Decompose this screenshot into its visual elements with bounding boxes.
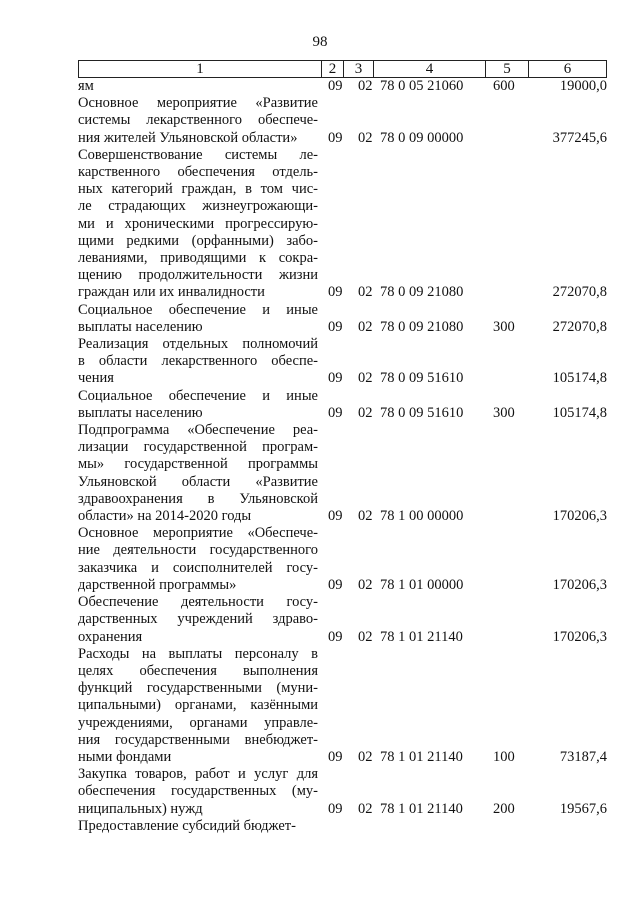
section-code: 09: [328, 404, 343, 421]
description-line: леваниями, приводящими к сокра-: [78, 250, 318, 267]
description-line: ми и хроническими прогрессирую-: [78, 215, 318, 232]
description-line: Подпрограмма «Обеспечение реа-: [78, 422, 318, 439]
row-values: [78, 285, 607, 302]
amount: 105174,8: [552, 370, 607, 387]
description-line: Реализация отдельных полномочий: [78, 336, 318, 353]
target-article-code: 78 1 01 21140: [380, 748, 463, 765]
amount: 377245,6: [552, 129, 607, 146]
subsection-code: 02: [358, 800, 373, 817]
description-line: Социальное обеспечение и иные: [78, 301, 318, 318]
target-article-code: 78 0 09 51610: [380, 404, 464, 421]
header-col-4: 4: [373, 61, 485, 77]
description-line: Основное мероприятие «Развитие: [78, 95, 318, 112]
section-code: 09: [328, 508, 343, 525]
row-values: [78, 319, 607, 336]
row-values: [78, 405, 607, 422]
description-line: щению продолжительности жизни: [78, 267, 318, 284]
row-values: [78, 801, 607, 818]
description-line: заказчика и соисполнителей госу-: [78, 559, 318, 576]
row-values: [78, 508, 607, 525]
section-code: 09: [328, 748, 343, 765]
expense-type-code: 300: [493, 404, 515, 421]
description-line: Расходы на выплаты персоналу в: [78, 645, 318, 662]
table-row: [78, 525, 607, 594]
description-line: ям: [78, 78, 94, 94]
expense-type-code: 100: [493, 748, 515, 765]
description-line: системы лекарственного обеспече-: [78, 112, 318, 129]
description-line: дарственной программы»: [78, 576, 237, 593]
description-line: выплаты населению: [78, 318, 203, 335]
table-row: [78, 818, 607, 835]
amount: 19567,6: [559, 800, 607, 817]
description-line: Основное мероприятие «Обеспече-: [78, 525, 318, 542]
description-line: ных категорий граждан, в том чис-: [78, 181, 318, 198]
row-values: [78, 749, 607, 766]
table-body: [78, 78, 607, 835]
subsection-code: 02: [358, 284, 373, 301]
target-article-code: 78 0 09 51610: [380, 370, 464, 387]
expense-type-code: 600: [493, 78, 515, 94]
section-code: 09: [328, 318, 343, 335]
amount: 170206,3: [552, 508, 607, 525]
description-line: ле страдающих жизнеугрожающи-: [78, 198, 318, 215]
subsection-code: 02: [358, 508, 373, 525]
subsection-code: 02: [358, 318, 373, 335]
table-row: [78, 388, 607, 422]
table-row: [78, 646, 607, 766]
subsection-code: 02: [358, 748, 373, 765]
section-code: 09: [328, 370, 343, 387]
section-code: 09: [328, 628, 343, 645]
row-values: [78, 130, 607, 147]
expense-type-code: 200: [493, 800, 515, 817]
description-line: мы» государственной программы: [78, 456, 318, 473]
description-line: Закупка товаров, работ и услуг для: [78, 766, 318, 783]
budget-table: [78, 60, 607, 835]
amount: 170206,3: [552, 628, 607, 645]
subsection-code: 02: [358, 628, 373, 645]
description-line: выплаты населению: [78, 404, 203, 421]
expense-type-code: 300: [493, 318, 515, 335]
target-article-code: 78 1 01 21140: [380, 800, 463, 817]
description-line: лизации государственной програм-: [78, 439, 318, 456]
target-article-code: 78 0 05 21060: [380, 78, 464, 94]
subsection-code: 02: [358, 576, 373, 593]
description-line: ния жителей Ульяновской области»: [78, 129, 298, 146]
header-col-1: 1: [78, 61, 321, 77]
description-line: Ульяновской области «Развитие: [78, 473, 318, 490]
description-line: целях обеспечения выполнения: [78, 662, 318, 679]
section-code: 09: [328, 800, 343, 817]
amount: 272070,8: [552, 284, 607, 301]
description-line: учреждениями, органами управле-: [78, 714, 318, 731]
description-line: граждан или их инвалидности: [78, 284, 265, 301]
section-code: 09: [328, 576, 343, 593]
description-line: дарственных учреждений здраво-: [78, 611, 318, 628]
row-description: [78, 646, 318, 766]
description-line: ние деятельности государственного: [78, 542, 318, 559]
table-header: [78, 60, 607, 78]
table-row: [78, 766, 607, 818]
subsection-code: 02: [358, 78, 373, 94]
target-article-code: 78 1 01 21140: [380, 628, 463, 645]
description-line: Предоставление субсидий бюджет-: [78, 817, 296, 834]
row-values: [78, 577, 607, 594]
description-line: ния государственными внебюджет-: [78, 731, 318, 748]
description-line: Совершенствование системы ле-: [78, 146, 318, 163]
amount: 272070,8: [552, 318, 607, 335]
description-line: функций государственными (муни-: [78, 680, 318, 697]
description-line: ниципальных) нужд: [78, 800, 203, 817]
description-line: ными фондами: [78, 748, 172, 765]
target-article-code: 78 1 00 00000: [380, 508, 464, 525]
description-line: здравоохранения в Ульяновской: [78, 490, 318, 507]
description-line: ципальными) органами, казёнными: [78, 697, 318, 714]
table-row: [78, 422, 607, 525]
header-col-2: 2: [321, 61, 343, 77]
description-line: области» на 2014-2020 годы: [78, 508, 252, 525]
description-line: в области лекарственного обеспе-: [78, 353, 318, 370]
subsection-code: 02: [358, 370, 373, 387]
target-article-code: 78 0 09 21080: [380, 284, 464, 301]
page-number: 98: [312, 34, 328, 50]
table-row: [78, 95, 607, 147]
amount: 19000,0: [559, 78, 607, 94]
target-article-code: 78 0 09 21080: [380, 318, 464, 335]
header-col-6: 6: [528, 61, 607, 77]
subsection-code: 02: [358, 129, 373, 146]
table-row: [78, 336, 607, 388]
header-col-5: 5: [485, 61, 528, 77]
description-line: обеспечения государственных (му-: [78, 783, 318, 800]
row-description: [78, 147, 318, 302]
description-line: чения: [78, 370, 114, 387]
row-values: [78, 629, 607, 646]
table-row: [78, 302, 607, 336]
amount: 170206,3: [552, 576, 607, 593]
amount: 105174,8: [552, 404, 607, 421]
target-article-code: 78 0 09 00000: [380, 129, 464, 146]
table-row: [78, 78, 607, 95]
description-line: охранения: [78, 628, 143, 645]
description-line: щими редкими (орфанными) забо-: [78, 232, 318, 249]
target-article-code: 78 1 01 00000: [380, 576, 464, 593]
description-line: Обеспечение деятельности госу-: [78, 594, 318, 611]
subsection-code: 02: [358, 404, 373, 421]
section-code: 09: [328, 129, 343, 146]
amount: 73187,4: [559, 748, 607, 765]
row-values: [78, 818, 607, 835]
description-line: карственного обеспечения отдель-: [78, 164, 318, 181]
table-row: [78, 594, 607, 646]
table-row: [78, 147, 607, 302]
row-values: [78, 78, 607, 95]
description-line: Социальное обеспечение и иные: [78, 387, 318, 404]
header-col-3: 3: [343, 61, 373, 77]
row-values: [78, 371, 607, 388]
section-code: 09: [328, 78, 343, 94]
section-code: 09: [328, 284, 343, 301]
